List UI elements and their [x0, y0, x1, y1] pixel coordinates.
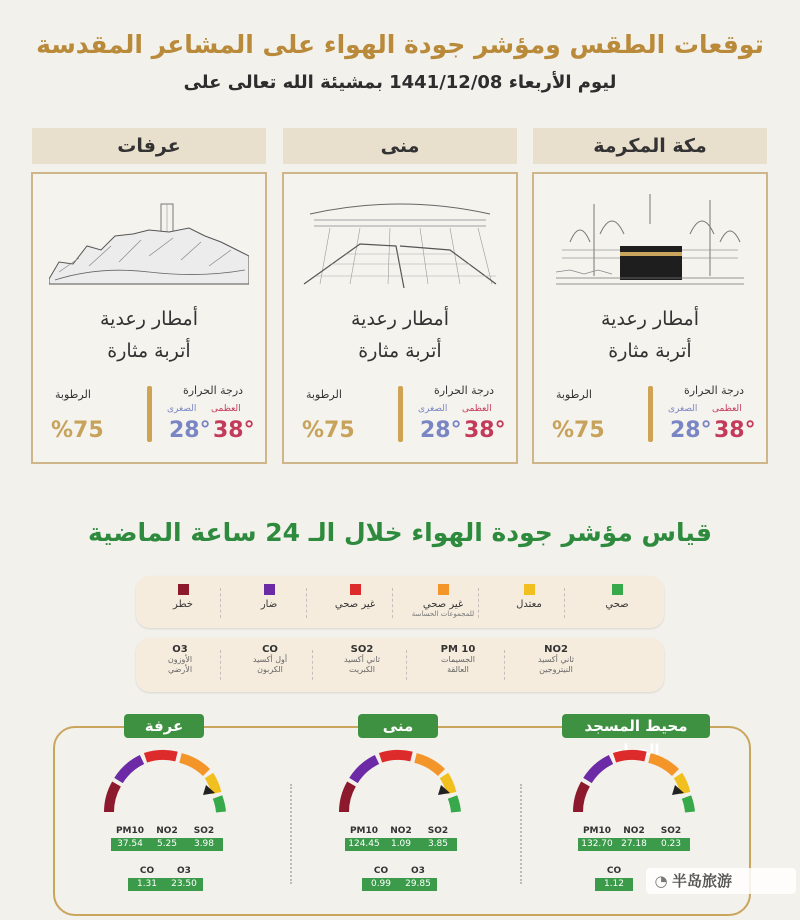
pollutant-separator [220, 650, 222, 680]
metric-value-so2: 0.23 [652, 838, 690, 851]
watermark: ◔ 半岛旅游 [646, 868, 796, 894]
max-temperature: 38° [464, 418, 506, 443]
humidity-value: %75 [302, 418, 355, 443]
min-temperature: 28° [420, 418, 462, 443]
min-label: الصغرى [418, 404, 448, 414]
arafat-mountain-sketch [49, 184, 249, 296]
metric-label-no2: NO2 [156, 826, 178, 836]
aqi-gauge-mina [330, 746, 470, 820]
metric-label-no2: NO2 [623, 826, 645, 836]
city-header-mina: منى [283, 128, 517, 164]
station-tag-haram: محيط المسجد الحرام [562, 714, 710, 738]
metric-label-co: CO [606, 866, 622, 876]
max-temperature: 38° [714, 418, 756, 443]
metric-value-co: 0.99 [362, 878, 400, 891]
humidity-value: %75 [552, 418, 605, 443]
metric-value-o3: 23.50 [165, 878, 203, 891]
legend-swatch [612, 584, 623, 595]
metric-value-no2: 27.18 [615, 838, 653, 851]
pollutant-co: CO أول أكسيد الكربون [252, 644, 288, 674]
metric-value-no2: 5.25 [148, 838, 186, 851]
metric-label-o3: O3 [411, 866, 425, 876]
metric-label-co: CO [373, 866, 389, 876]
station-tag-mina: منى [358, 714, 438, 738]
weather-card-arafat [31, 172, 267, 464]
legend-item-healthy: صحي [582, 584, 652, 610]
max-label: العظمى [211, 404, 241, 414]
metric-value-no2: 1.09 [382, 838, 420, 851]
metric-label-o3: O3 [177, 866, 191, 876]
humidity-value: %75 [51, 418, 104, 443]
legend-swatch [350, 584, 361, 595]
metric-value-o3: 29.85 [399, 878, 437, 891]
wechat-icon: ◔ [654, 872, 668, 890]
legend-swatch [178, 584, 189, 595]
pollutant-o3: O3 الأوزون الأرضي [167, 644, 193, 674]
weather-line-1: أمطار رعدية [600, 308, 699, 330]
weather-card-makkah [532, 172, 768, 464]
metric-value-pm10: 132.70 [578, 838, 616, 851]
legend-separator [220, 588, 222, 618]
min-label: الصغرى [167, 404, 197, 414]
metric-value-pm10: 124.45 [345, 838, 383, 851]
metric-label-so2: SO2 [660, 826, 682, 836]
legend-item-hazardous: خطر [148, 584, 218, 610]
min-label: الصغرى [668, 404, 698, 414]
metric-label-co: CO [139, 866, 155, 876]
legend-swatch [438, 584, 449, 595]
legend-separator [564, 588, 566, 618]
metric-label-pm10: PM10 [115, 826, 145, 836]
min-temperature: 28° [670, 418, 712, 443]
city-header-arafat: عرفات [32, 128, 266, 164]
legend-item-unhealthy: غير صحي [320, 584, 390, 610]
weather-line-2: أتربة مثارة [107, 340, 191, 362]
min-temperature: 28° [169, 418, 211, 443]
metric-value-so2: 3.98 [185, 838, 223, 851]
humidity-label: الرطوبة [55, 388, 91, 401]
humidity-label: الرطوبة [306, 388, 342, 401]
legend-swatch [524, 584, 535, 595]
city-header-makkah: مكة المكرمة [533, 128, 767, 164]
legend-item-moderate: معتدل [494, 584, 564, 610]
metric-label-so2: SO2 [193, 826, 215, 836]
station-separator [290, 784, 293, 884]
legend-swatch [264, 584, 275, 595]
aqi-gauge-arafah [95, 746, 235, 820]
weather-line-1: أمطار رعدية [99, 308, 198, 330]
metric-label-pm10: PM10 [582, 826, 612, 836]
humidity-label: الرطوبة [556, 388, 592, 401]
temperature-label: درجة الحرارة [182, 384, 244, 397]
pollutant-separator [312, 650, 314, 680]
weather-line-1: أمطار رعدية [350, 308, 449, 330]
pollutant-no2: NO2 ثاني أكسيد النيتروجين [538, 644, 574, 674]
divider-bar [147, 386, 152, 442]
max-temperature: 38° [213, 418, 255, 443]
aqi-gauge-haram [564, 746, 704, 820]
temperature-label: درجة الحرارة [433, 384, 495, 397]
legend-separator [306, 588, 308, 618]
pollutant-so2: SO2 ثاني أكسيد الكبريت [344, 644, 380, 674]
metric-value-so2: 3.85 [419, 838, 457, 851]
legend-item-unhealthy-sensitive: غير صحي للمجموعات الحساسة [408, 584, 478, 618]
metric-value-co: 1.31 [128, 878, 166, 891]
metric-value-co: 1.12 [595, 878, 633, 891]
weather-line-2: أتربة مثارة [608, 340, 692, 362]
max-label: العظمى [462, 404, 492, 414]
metric-value-pm10: 37.54 [111, 838, 149, 851]
divider-bar [398, 386, 403, 442]
station-tag-arafah: عرفة [124, 714, 204, 738]
aqi-section-title: قياس مؤشر جودة الهواء خلال الـ 24 ساعة الماضية [88, 518, 712, 547]
divider-bar [648, 386, 653, 442]
weather-card-mina [282, 172, 518, 464]
legend-separator [478, 588, 480, 618]
temperature-label: درجة الحرارة [683, 384, 745, 397]
metric-label-no2: NO2 [390, 826, 412, 836]
pollutant-separator [504, 650, 506, 680]
metric-label-pm10: PM10 [349, 826, 379, 836]
kaaba-sketch [550, 184, 750, 296]
aqi-legend [136, 576, 664, 628]
legend-separator [392, 588, 394, 618]
pollutant-pm10: PM 10 الجسيمات العالقة [440, 644, 476, 674]
metric-label-so2: SO2 [427, 826, 449, 836]
legend-item-harmful: ضار [234, 584, 304, 610]
page-subtitle: ليوم الأربعاء 1441/12/08 بمشيئة الله تعالى على [183, 72, 617, 93]
pollutants-legend [136, 638, 664, 692]
pollutant-separator [406, 650, 408, 680]
mina-tents-sketch [300, 184, 500, 296]
station-separator [520, 784, 523, 884]
max-label: العظمى [712, 404, 742, 414]
weather-line-2: أتربة مثارة [358, 340, 442, 362]
page-title: توقعات الطقس ومؤشر جودة الهواء على المشاعر المقدسة [36, 30, 764, 59]
